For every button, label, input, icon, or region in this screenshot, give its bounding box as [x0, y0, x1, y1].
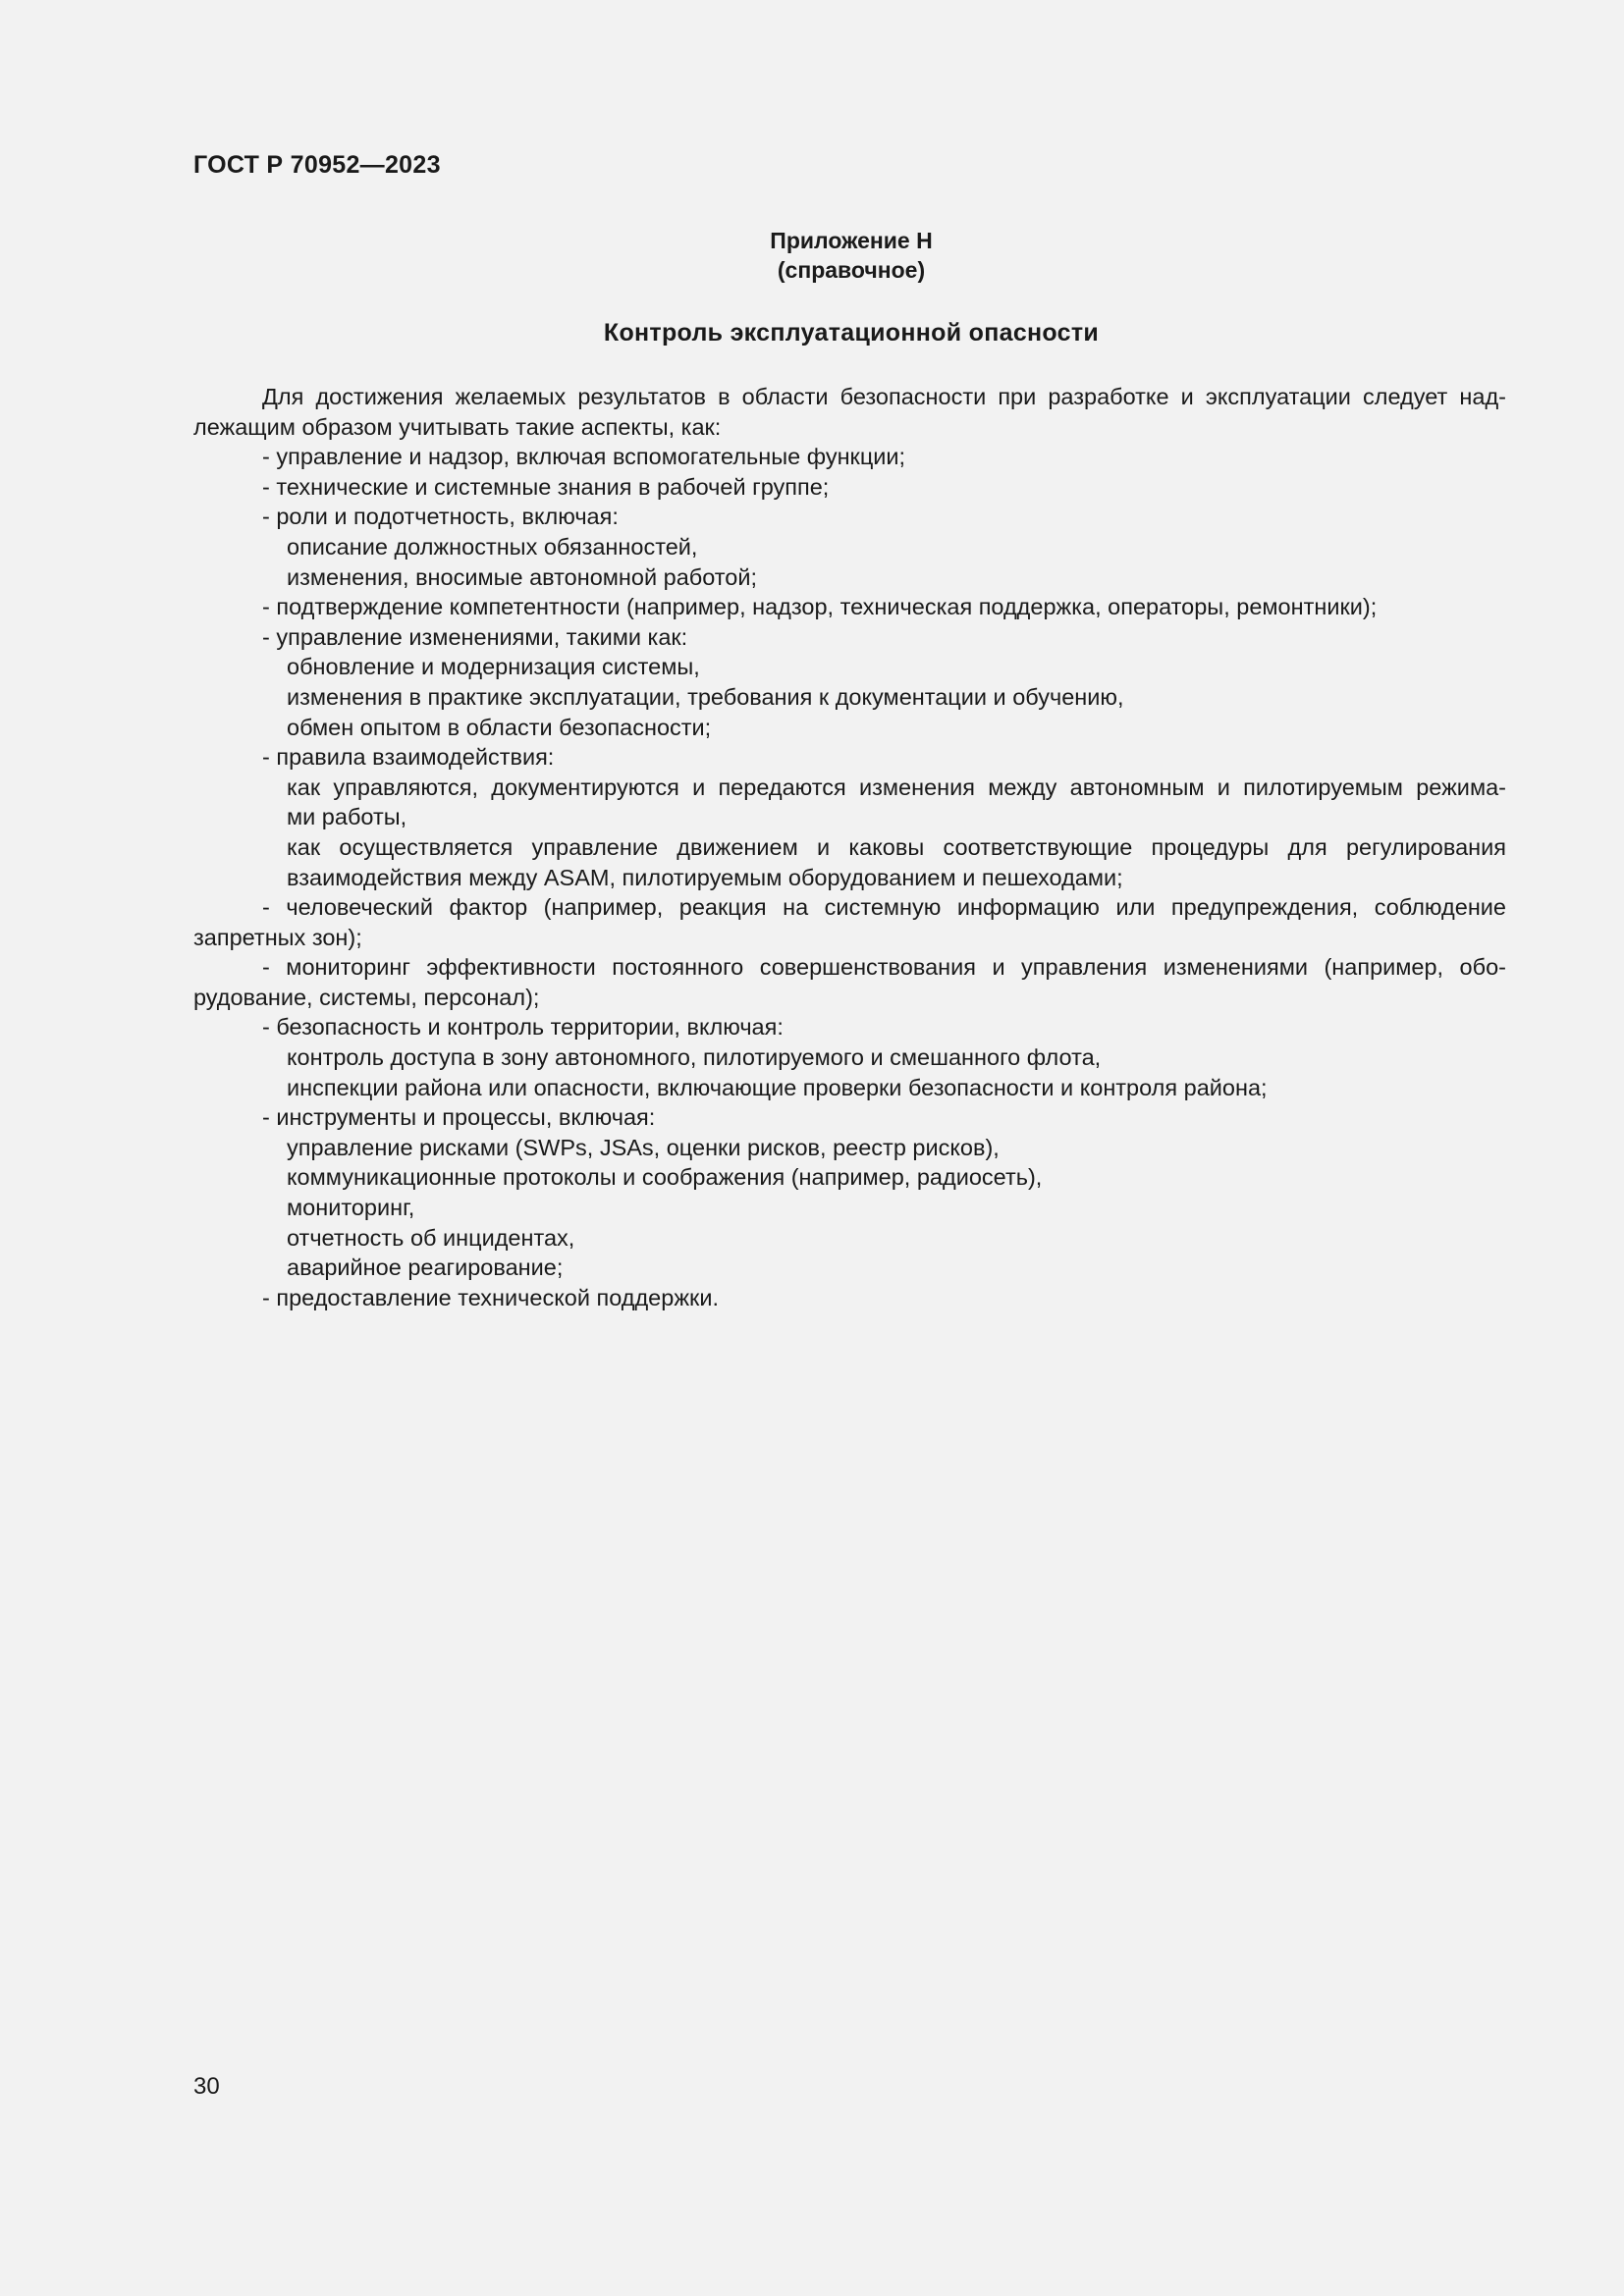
sub-list-item-continued: взаимодействия между ASAM, пилотируемым оборудованием и пешеходами;: [287, 864, 1123, 890]
list-item: - мониторинг эффективности постоянного совершенствования и управления изменениями (например, обо-: [262, 954, 1506, 981]
list-item-continued: рудование, системы, персонал);: [193, 984, 540, 1010]
list-item-continued: запретных зон);: [193, 924, 362, 950]
intro-line-2: лежащим образом учитывать такие аспекты, как:: [193, 413, 722, 440]
list-item: - технические и системные знания в рабочей группе;: [262, 473, 830, 500]
sub-list-item: описание должностных обязанностей,: [287, 533, 698, 560]
annex-title: Приложение Н: [770, 228, 933, 253]
list-item: - человеческий фактор (например, реакция на системную информацию или предупреждения, соблюдение: [262, 894, 1506, 921]
sub-list-item: мониторинг,: [287, 1195, 415, 1221]
sub-list-item: коммуникационные протоколы и соображения (например, радиосеть),: [287, 1164, 1043, 1191]
document-id-header: ГОСТ Р 70952—2023: [193, 151, 441, 179]
list-item: - управление и надзор, включая вспомогательные функции;: [262, 444, 906, 470]
sub-list-item: аварийное реагирование;: [287, 1255, 564, 1281]
intro-line-1: Для достижения желаемых результатов в области безопасности при разработке и эксплуатации следует над-: [262, 384, 1506, 409]
list-item: - подтверждение компетентности (например, надзор, техническая поддержка, операторы, ремонтники);: [262, 594, 1378, 620]
sub-list-item: как управляются, документируются и передаются изменения между автономным и пилотируемым режима-: [287, 774, 1506, 800]
sub-list-item: контроль доступа в зону автономного, пилотируемого и смешанного флота,: [287, 1044, 1102, 1071]
sub-list-item: изменения в практике эксплуатации, требования к документации и обучению,: [287, 683, 1124, 710]
list-item: - безопасность и контроль территории, включая:: [262, 1014, 784, 1041]
list-item: - роли и подотчетность, включая:: [262, 504, 619, 530]
sub-list-item: как осуществляется управление движением и каковы соответствующие процедуры для регулирования: [287, 833, 1506, 860]
list-item: - инструменты и процессы, включая:: [262, 1104, 656, 1131]
sub-list-item: обновление и модернизация системы,: [287, 654, 700, 680]
annex-kind: (справочное): [777, 257, 926, 283]
sub-list-item: инспекции района или опасности, включающие проверки безопасности и контроля района;: [287, 1074, 1268, 1100]
section-title: Контроль эксплуатационной опасности: [603, 319, 1100, 347]
body-text: [193, 382, 1506, 1312]
page-number: 30: [193, 2073, 220, 2100]
sub-list-item: обмен опытом в области безопасности;: [287, 714, 712, 740]
list-item: - правила взаимодействия:: [262, 744, 555, 771]
sub-list-item: отчетность об инцидентах,: [287, 1224, 575, 1251]
sub-list-item: управление рисками (SWPs, JSAs, оценки рисков, реестр рисков),: [287, 1134, 1000, 1160]
sub-list-item-continued: ми работы,: [287, 804, 407, 830]
list-item: - предоставление технической поддержки.: [262, 1284, 719, 1310]
list-item: - управление изменениями, такими как:: [262, 623, 688, 650]
sub-list-item: изменения, вносимые автономной работой;: [287, 563, 758, 590]
